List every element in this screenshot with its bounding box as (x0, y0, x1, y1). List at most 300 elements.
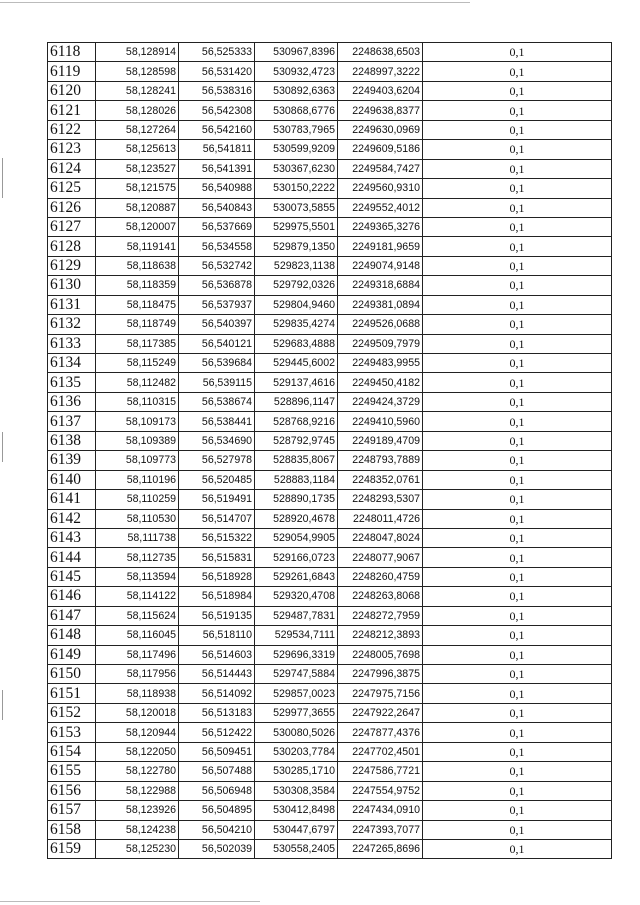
latitude-cell: 58,110530 (96, 509, 179, 528)
table-row (48, 431, 612, 450)
point-number-cell: 6159 (48, 839, 96, 858)
longitude-cell: 56,518984 (179, 587, 255, 606)
latitude-cell: 58,127264 (96, 120, 179, 139)
y-coordinate-cell: 2249365,3276 (338, 217, 423, 236)
point-number-cell: 6124 (48, 159, 96, 178)
y-coordinate-cell: 2248005,7698 (338, 645, 423, 664)
scan-edge-bottom (0, 901, 260, 902)
y-coordinate-cell: 2249181,9659 (338, 237, 423, 256)
latitude-cell: 58,128026 (96, 101, 179, 120)
y-coordinate-cell: 2247877,4376 (338, 723, 423, 742)
table-row (48, 256, 612, 275)
accuracy-cell: 0,1 (423, 451, 612, 470)
point-number-cell: 6125 (48, 179, 96, 198)
latitude-cell: 58,117956 (96, 665, 179, 684)
table-row (48, 606, 612, 625)
latitude-cell: 58,120018 (96, 703, 179, 722)
table-row (48, 101, 612, 120)
longitude-cell: 56,541391 (179, 159, 255, 178)
table-row (48, 373, 612, 392)
table-row (48, 509, 612, 528)
y-coordinate-cell: 2247554,9752 (338, 781, 423, 800)
accuracy-cell: 0,1 (423, 470, 612, 489)
accuracy-cell: 0,1 (423, 62, 612, 81)
x-coordinate-cell: 530150,2222 (255, 179, 338, 198)
y-coordinate-cell: 2247702,4501 (338, 742, 423, 761)
x-coordinate-cell: 529261,6843 (255, 567, 338, 586)
latitude-cell: 58,120944 (96, 723, 179, 742)
coordinates-table-body (48, 43, 612, 859)
table-row (48, 198, 612, 217)
y-coordinate-cell: 2247586,7721 (338, 762, 423, 781)
scan-edge-mark (2, 690, 3, 720)
longitude-cell: 56,518928 (179, 567, 255, 586)
point-number-cell: 6143 (48, 528, 96, 547)
longitude-cell: 56,539684 (179, 354, 255, 373)
latitude-cell: 58,116045 (96, 626, 179, 645)
longitude-cell: 56,540988 (179, 179, 255, 198)
longitude-cell: 56,518110 (179, 626, 255, 645)
x-coordinate-cell: 529683,4888 (255, 334, 338, 353)
table-row (48, 801, 612, 820)
x-coordinate-cell: 529977,3655 (255, 703, 338, 722)
table-row (48, 742, 612, 761)
longitude-cell: 56,531420 (179, 62, 255, 81)
x-coordinate-cell: 529534,7111 (255, 626, 338, 645)
accuracy-cell: 0,1 (423, 140, 612, 159)
x-coordinate-cell: 530967,8396 (255, 43, 338, 62)
latitude-cell: 58,120007 (96, 217, 179, 236)
longitude-cell: 56,536878 (179, 276, 255, 295)
accuracy-cell: 0,1 (423, 645, 612, 664)
table-row (48, 820, 612, 839)
x-coordinate-cell: 530073,5855 (255, 198, 338, 217)
table-row (48, 567, 612, 586)
scan-edge-mark (2, 432, 3, 462)
accuracy-cell: 0,1 (423, 120, 612, 139)
y-coordinate-cell: 2249552,4012 (338, 198, 423, 217)
accuracy-cell: 0,1 (423, 43, 612, 62)
x-coordinate-cell: 529445,6002 (255, 354, 338, 373)
table-row (48, 762, 612, 781)
longitude-cell: 56,502039 (179, 839, 255, 858)
table-row (48, 81, 612, 100)
table-row (48, 354, 612, 373)
table-row (48, 159, 612, 178)
latitude-cell: 58,118749 (96, 315, 179, 334)
y-coordinate-cell: 2247996,3875 (338, 665, 423, 684)
longitude-cell: 56,532742 (179, 256, 255, 275)
latitude-cell: 58,123926 (96, 801, 179, 820)
longitude-cell: 56,515831 (179, 548, 255, 567)
longitude-cell: 56,538441 (179, 412, 255, 431)
table-row (48, 179, 612, 198)
latitude-cell: 58,123527 (96, 159, 179, 178)
point-number-cell: 6137 (48, 412, 96, 431)
accuracy-cell: 0,1 (423, 567, 612, 586)
table-row (48, 723, 612, 742)
accuracy-cell: 0,1 (423, 412, 612, 431)
x-coordinate-cell: 530367,6230 (255, 159, 338, 178)
point-number-cell: 6151 (48, 684, 96, 703)
x-coordinate-cell: 529835,4274 (255, 315, 338, 334)
accuracy-cell: 0,1 (423, 159, 612, 178)
longitude-cell: 56,534558 (179, 237, 255, 256)
x-coordinate-cell: 530285,1710 (255, 762, 338, 781)
y-coordinate-cell: 2248212,3893 (338, 626, 423, 645)
y-coordinate-cell: 2249560,9310 (338, 179, 423, 198)
latitude-cell: 58,118475 (96, 295, 179, 314)
x-coordinate-cell: 529320,4708 (255, 587, 338, 606)
x-coordinate-cell: 529747,5884 (255, 665, 338, 684)
longitude-cell: 56,514092 (179, 684, 255, 703)
longitude-cell: 56,538674 (179, 392, 255, 411)
accuracy-cell: 0,1 (423, 101, 612, 120)
longitude-cell: 56,540843 (179, 198, 255, 217)
accuracy-cell: 0,1 (423, 315, 612, 334)
accuracy-cell: 0,1 (423, 839, 612, 858)
accuracy-cell: 0,1 (423, 392, 612, 411)
latitude-cell: 58,120887 (96, 198, 179, 217)
longitude-cell: 56,542160 (179, 120, 255, 139)
x-coordinate-cell: 528896,1147 (255, 392, 338, 411)
latitude-cell: 58,114122 (96, 587, 179, 606)
accuracy-cell: 0,1 (423, 256, 612, 275)
longitude-cell: 56,527978 (179, 451, 255, 470)
latitude-cell: 58,121575 (96, 179, 179, 198)
y-coordinate-cell: 2249584,7427 (338, 159, 423, 178)
point-number-cell: 6131 (48, 295, 96, 314)
table-row (48, 412, 612, 431)
table-row (48, 315, 612, 334)
table-row (48, 451, 612, 470)
accuracy-cell: 0,1 (423, 373, 612, 392)
x-coordinate-cell: 529487,7831 (255, 606, 338, 625)
point-number-cell: 6133 (48, 334, 96, 353)
table-row (48, 140, 612, 159)
x-coordinate-cell: 529054,9905 (255, 528, 338, 547)
accuracy-cell: 0,1 (423, 334, 612, 353)
y-coordinate-cell: 2248263,8068 (338, 587, 423, 606)
y-coordinate-cell: 2247393,7077 (338, 820, 423, 839)
accuracy-cell: 0,1 (423, 354, 612, 373)
x-coordinate-cell: 530932,4723 (255, 62, 338, 81)
table-row (48, 217, 612, 236)
table-row (48, 528, 612, 547)
x-coordinate-cell: 530308,3584 (255, 781, 338, 800)
point-number-cell: 6144 (48, 548, 96, 567)
longitude-cell: 56,507488 (179, 762, 255, 781)
accuracy-cell: 0,1 (423, 81, 612, 100)
point-number-cell: 6126 (48, 198, 96, 217)
y-coordinate-cell: 2249526,0688 (338, 315, 423, 334)
point-number-cell: 6153 (48, 723, 96, 742)
table-row (48, 62, 612, 81)
latitude-cell: 58,110259 (96, 490, 179, 509)
latitude-cell: 58,128241 (96, 81, 179, 100)
accuracy-cell: 0,1 (423, 684, 612, 703)
point-number-cell: 6142 (48, 509, 96, 528)
latitude-cell: 58,115249 (96, 354, 179, 373)
latitude-cell: 58,122050 (96, 742, 179, 761)
table-row (48, 295, 612, 314)
y-coordinate-cell: 2249630,0969 (338, 120, 423, 139)
latitude-cell: 58,118359 (96, 276, 179, 295)
latitude-cell: 58,111738 (96, 528, 179, 547)
accuracy-cell: 0,1 (423, 179, 612, 198)
y-coordinate-cell: 2248293,5307 (338, 490, 423, 509)
y-coordinate-cell: 2248997,3222 (338, 62, 423, 81)
y-coordinate-cell: 2249424,3729 (338, 392, 423, 411)
point-number-cell: 6120 (48, 81, 96, 100)
x-coordinate-cell: 530412,8498 (255, 801, 338, 820)
accuracy-cell: 0,1 (423, 237, 612, 256)
x-coordinate-cell: 529792,0326 (255, 276, 338, 295)
point-number-cell: 6127 (48, 217, 96, 236)
table-row (48, 781, 612, 800)
latitude-cell: 58,113594 (96, 567, 179, 586)
table-row (48, 665, 612, 684)
latitude-cell: 58,128914 (96, 43, 179, 62)
accuracy-cell: 0,1 (423, 295, 612, 314)
point-number-cell: 6147 (48, 606, 96, 625)
y-coordinate-cell: 2249483,9955 (338, 354, 423, 373)
y-coordinate-cell: 2249609,5186 (338, 140, 423, 159)
longitude-cell: 56,509451 (179, 742, 255, 761)
point-number-cell: 6145 (48, 567, 96, 586)
table-row (48, 237, 612, 256)
point-number-cell: 6138 (48, 431, 96, 450)
x-coordinate-cell: 530892,6363 (255, 81, 338, 100)
y-coordinate-cell: 2249450,4182 (338, 373, 423, 392)
y-coordinate-cell: 2249381,0894 (338, 295, 423, 314)
y-coordinate-cell: 2249318,6884 (338, 276, 423, 295)
y-coordinate-cell: 2249074,9148 (338, 256, 423, 275)
point-number-cell: 6157 (48, 801, 96, 820)
latitude-cell: 58,125230 (96, 839, 179, 858)
x-coordinate-cell: 530783,7965 (255, 120, 338, 139)
accuracy-cell: 0,1 (423, 665, 612, 684)
table-row (48, 120, 612, 139)
x-coordinate-cell: 529166,0723 (255, 548, 338, 567)
point-number-cell: 6129 (48, 256, 96, 275)
table-row (48, 548, 612, 567)
longitude-cell: 56,504210 (179, 820, 255, 839)
y-coordinate-cell: 2248793,7889 (338, 451, 423, 470)
longitude-cell: 56,537669 (179, 217, 255, 236)
latitude-cell: 58,122780 (96, 762, 179, 781)
y-coordinate-cell: 2248260,4759 (338, 567, 423, 586)
latitude-cell: 58,109773 (96, 451, 179, 470)
x-coordinate-cell: 529804,9460 (255, 295, 338, 314)
point-number-cell: 6141 (48, 490, 96, 509)
table-row (48, 490, 612, 509)
point-number-cell: 6155 (48, 762, 96, 781)
point-number-cell: 6150 (48, 665, 96, 684)
longitude-cell: 56,514707 (179, 509, 255, 528)
table-row (48, 43, 612, 62)
x-coordinate-cell: 530080,5026 (255, 723, 338, 742)
point-number-cell: 6123 (48, 140, 96, 159)
x-coordinate-cell: 528890,1735 (255, 490, 338, 509)
point-number-cell: 6128 (48, 237, 96, 256)
x-coordinate-cell: 530203,7784 (255, 742, 338, 761)
latitude-cell: 58,117496 (96, 645, 179, 664)
longitude-cell: 56,514603 (179, 645, 255, 664)
x-coordinate-cell: 530599,9209 (255, 140, 338, 159)
table-row (48, 587, 612, 606)
x-coordinate-cell: 530558,2405 (255, 839, 338, 858)
point-number-cell: 6130 (48, 276, 96, 295)
scan-edge-top (0, 2, 470, 3)
longitude-cell: 56,539115 (179, 373, 255, 392)
table-row (48, 684, 612, 703)
y-coordinate-cell: 2248272,7959 (338, 606, 423, 625)
longitude-cell: 56,519491 (179, 490, 255, 509)
longitude-cell: 56,519135 (179, 606, 255, 625)
longitude-cell: 56,541811 (179, 140, 255, 159)
latitude-cell: 58,109389 (96, 431, 179, 450)
accuracy-cell: 0,1 (423, 762, 612, 781)
point-number-cell: 6154 (48, 742, 96, 761)
accuracy-cell: 0,1 (423, 742, 612, 761)
latitude-cell: 58,110196 (96, 470, 179, 489)
x-coordinate-cell: 529137,4616 (255, 373, 338, 392)
y-coordinate-cell: 2247265,8696 (338, 839, 423, 858)
table-row (48, 470, 612, 489)
longitude-cell: 56,540121 (179, 334, 255, 353)
x-coordinate-cell: 528835,8067 (255, 451, 338, 470)
point-number-cell: 6139 (48, 451, 96, 470)
latitude-cell: 58,110315 (96, 392, 179, 411)
coordinates-table (47, 42, 612, 859)
y-coordinate-cell: 2247434,0910 (338, 801, 423, 820)
accuracy-cell: 0,1 (423, 703, 612, 722)
latitude-cell: 58,112735 (96, 548, 179, 567)
table-row (48, 334, 612, 353)
point-number-cell: 6121 (48, 101, 96, 120)
scan-edge-mark (2, 158, 3, 198)
longitude-cell: 56,520485 (179, 470, 255, 489)
accuracy-cell: 0,1 (423, 548, 612, 567)
latitude-cell: 58,125613 (96, 140, 179, 159)
y-coordinate-cell: 2249638,8377 (338, 101, 423, 120)
accuracy-cell: 0,1 (423, 801, 612, 820)
longitude-cell: 56,540397 (179, 315, 255, 334)
point-number-cell: 6152 (48, 703, 96, 722)
longitude-cell: 56,504895 (179, 801, 255, 820)
x-coordinate-cell: 528792,9745 (255, 431, 338, 450)
accuracy-cell: 0,1 (423, 723, 612, 742)
y-coordinate-cell: 2249509,7979 (338, 334, 423, 353)
table-row (48, 626, 612, 645)
point-number-cell: 6149 (48, 645, 96, 664)
latitude-cell: 58,115624 (96, 606, 179, 625)
point-number-cell: 6134 (48, 354, 96, 373)
longitude-cell: 56,512422 (179, 723, 255, 742)
x-coordinate-cell: 530868,6776 (255, 101, 338, 120)
accuracy-cell: 0,1 (423, 509, 612, 528)
latitude-cell: 58,128598 (96, 62, 179, 81)
longitude-cell: 56,514443 (179, 665, 255, 684)
longitude-cell: 56,537937 (179, 295, 255, 314)
latitude-cell: 58,124238 (96, 820, 179, 839)
y-coordinate-cell: 2249410,5960 (338, 412, 423, 431)
y-coordinate-cell: 2249403,6204 (338, 81, 423, 100)
longitude-cell: 56,513183 (179, 703, 255, 722)
x-coordinate-cell: 529696,3319 (255, 645, 338, 664)
x-coordinate-cell: 529879,1350 (255, 237, 338, 256)
y-coordinate-cell: 2248011,4726 (338, 509, 423, 528)
accuracy-cell: 0,1 (423, 528, 612, 547)
accuracy-cell: 0,1 (423, 217, 612, 236)
accuracy-cell: 0,1 (423, 820, 612, 839)
accuracy-cell: 0,1 (423, 490, 612, 509)
latitude-cell: 58,109173 (96, 412, 179, 431)
latitude-cell: 58,122988 (96, 781, 179, 800)
x-coordinate-cell: 530447,6797 (255, 820, 338, 839)
x-coordinate-cell: 528768,9216 (255, 412, 338, 431)
accuracy-cell: 0,1 (423, 587, 612, 606)
y-coordinate-cell: 2248352,0761 (338, 470, 423, 489)
y-coordinate-cell: 2248077,9067 (338, 548, 423, 567)
x-coordinate-cell: 529823,1138 (255, 256, 338, 275)
point-number-cell: 6146 (48, 587, 96, 606)
accuracy-cell: 0,1 (423, 606, 612, 625)
point-number-cell: 6135 (48, 373, 96, 392)
point-number-cell: 6158 (48, 820, 96, 839)
accuracy-cell: 0,1 (423, 276, 612, 295)
y-coordinate-cell: 2248047,8024 (338, 528, 423, 547)
point-number-cell: 6140 (48, 470, 96, 489)
latitude-cell: 58,117385 (96, 334, 179, 353)
y-coordinate-cell: 2249189,4709 (338, 431, 423, 450)
y-coordinate-cell: 2248638,6503 (338, 43, 423, 62)
longitude-cell: 56,534690 (179, 431, 255, 450)
table-row (48, 703, 612, 722)
y-coordinate-cell: 2247975,7156 (338, 684, 423, 703)
point-number-cell: 6119 (48, 62, 96, 81)
y-coordinate-cell: 2247922,2647 (338, 703, 423, 722)
point-number-cell: 6118 (48, 43, 96, 62)
point-number-cell: 6156 (48, 781, 96, 800)
longitude-cell: 56,515322 (179, 528, 255, 547)
latitude-cell: 58,118938 (96, 684, 179, 703)
x-coordinate-cell: 529857,0023 (255, 684, 338, 703)
x-coordinate-cell: 529975,5501 (255, 217, 338, 236)
longitude-cell: 56,525333 (179, 43, 255, 62)
point-number-cell: 6122 (48, 120, 96, 139)
latitude-cell: 58,118638 (96, 256, 179, 275)
latitude-cell: 58,112482 (96, 373, 179, 392)
accuracy-cell: 0,1 (423, 198, 612, 217)
x-coordinate-cell: 528920,4678 (255, 509, 338, 528)
table-row (48, 645, 612, 664)
longitude-cell: 56,506948 (179, 781, 255, 800)
accuracy-cell: 0,1 (423, 781, 612, 800)
latitude-cell: 58,119141 (96, 237, 179, 256)
point-number-cell: 6132 (48, 315, 96, 334)
point-number-cell: 6136 (48, 392, 96, 411)
table-row (48, 276, 612, 295)
table-row (48, 392, 612, 411)
table-row (48, 839, 612, 858)
longitude-cell: 56,538316 (179, 81, 255, 100)
point-number-cell: 6148 (48, 626, 96, 645)
accuracy-cell: 0,1 (423, 431, 612, 450)
longitude-cell: 56,542308 (179, 101, 255, 120)
accuracy-cell: 0,1 (423, 626, 612, 645)
